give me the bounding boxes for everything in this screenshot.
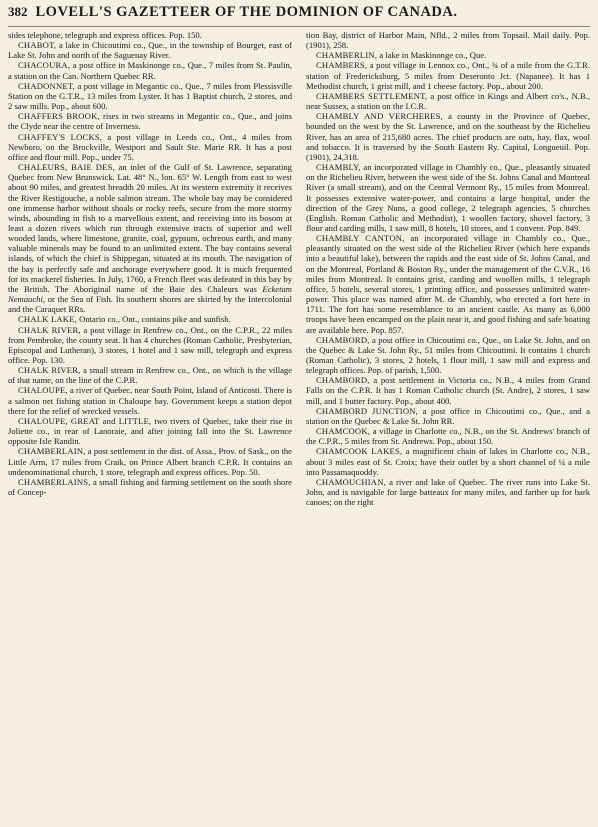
gazetteer-entry <box>8 385 292 415</box>
entry-headword: CHAMCOOK LAKES, <box>316 446 403 457</box>
entry-text: an incorporated village in Chambly co., Que., pleasantly situated on the Richelieu River, between the west side of the St. Johns Canal and Montreal River (a small stream), and on the Central Vermont Ry., 15 miles from Montreal. It possesses extensive water-power, and contains a large hospital, under the direction of the Grey Nuns, a good college, 2 telegraph agencies, 5 churches (English. Roman Catholic and Methodist), 1 woollen factory, shovel factory, 3 flour and carding mills, 1 saw mill, 8 hotels, 10 stores, and 1 convent. Pop. 849. <box>306 162 590 233</box>
gazetteer-entry <box>306 335 590 376</box>
entry-text: an inlet of the Gulf of St. Lawrence, separating Quebec from New Brunswick. Lat. 48° N., lon. 65° W. Length from east to west about 90 miles, and greatest breadth 20 miles. At its western extremity it receives the River Restigouche, a noble salmon stream. The whole bay may be considered one immense harbor without shoals or rocky reefs, secure from the more stormy winds, abounding in fish to a marvellous extent, and receiving into its bosom at least a dozen rivers which run through extensive tracts of superior and well wooded lands, where limestone, granite, coal, gypsum, ochreous earth, and many valuable minerals may be found to an unlimited extent. The bay contains several islands, of which the chief is Shippegan, situated at its mouth. The navigation of the bay is perfectly safe and anchorage everywhere good. It is much frequented for its mackerel fisheries. In July, 1760, a French fleet was defeated in this bay by the British. The Aboriginal name of the Baie des Chaleurs was <box>8 162 292 294</box>
gazetteer-entry <box>306 30 590 50</box>
entry-text: a post village in Renfrew co., Ont., on the C.P.R., 22 miles from Pembroke, the county seat. It has 4 churches (Roman Catholic, Presbyterian, Episcopal and Lutheran), 3 stores, 1 hotel and 1 saw mill, telegraph and express office. Pop. 130. <box>8 324 293 365</box>
entry-headword: CHABOT, <box>18 40 57 51</box>
entry-headword: CHALK RIVER, <box>18 365 81 376</box>
gazetteer-entry <box>306 406 590 426</box>
entry-text: a post office in Maskinonge co., Que., 7 miles from St. Paulin, a station on the Can. Northern Quebec RR. <box>8 60 292 81</box>
page-number: 382 <box>8 4 28 19</box>
entry-headword: CHALOUPE, <box>18 385 68 396</box>
text-columns <box>8 30 590 824</box>
entry-headword: CHAMBORD, <box>316 334 370 345</box>
entry-headword: CHAMBERLAIN, <box>18 446 86 457</box>
entry-headword: CHAMBERS, <box>316 60 368 71</box>
entry-text: a post office in Chicoutimi co., Que., and a station on the Quebec & Lake St. John RR. <box>306 405 590 426</box>
entry-headword: CHAMBERLIN, <box>316 50 378 61</box>
entry-headword: CHAMBERS SETTLEMENT, <box>316 90 428 101</box>
gazetteer-entry <box>306 233 590 335</box>
gazetteer-entry <box>306 60 590 90</box>
entry-text: a post office in Chicoutimi co., Que., on Lake St. John, and on the Quebec & Lake St. John Ry., 51 miles from Chicoutimi. It contains 1 church (Roman Catholic), 3 stores, 2 hotels, 1 flour mill, 1 saw mill and express and telegraph offices. Pop. of parish, 1,500. <box>306 334 590 376</box>
entry-text: two rivers of Quebec, take their rise in Joliette co., in rear of Lanoraie, and after joining fall into the St. Lawrence opposite Isle Randin. <box>8 415 293 447</box>
entry-text: sides telephone, telegraph and express offices. Pop. 150. <box>8 30 202 40</box>
entry-headword: CHAMBERLAINS, <box>18 476 91 487</box>
gazetteer-entry <box>8 446 292 476</box>
gazetteer-entry <box>8 477 292 497</box>
entry-text: a post settlement in the dist. of Assa., Prov. of Sask., on the Little Arm, 17 miles from Craik, on Prince Albert branch C.P.R. It contains an undenominational church, 1 store, telegraph and express offices. Pop. 50. <box>8 446 292 477</box>
gazetteer-entry <box>306 375 590 405</box>
gazetteer-entry <box>306 446 590 476</box>
entry-italic-text: Ecketam Nemauchi, <box>8 283 292 305</box>
gazetteer-entry <box>8 314 292 324</box>
entry-headword: CHAFFERS BROOK, <box>18 111 100 122</box>
entry-text: Ontario co., Ont., contains pike and sunfish. <box>77 314 231 325</box>
gazetteer-entry <box>8 132 292 162</box>
entry-text: a post village in Megantic co., Que., 7 miles from Plessisville Station on the G.T.R., 13 miles from Lyster. It has 1 Baptist church, 2 stores, and 2 saw mills. Pop., about 600. <box>8 80 292 112</box>
entry-text: rises in two streams in Megantic co., Que., and joins the Clyde near the centre of Inverness. <box>8 111 292 132</box>
entry-headword: CHAMBLY AND VERCHERES, <box>316 111 443 122</box>
gazetteer-entry <box>306 477 590 507</box>
entry-text: a river and lake of Quebec. The river runs into Lake St. John, and is navigable for large batteaux for many miles, and farther up for bark canoes; on the right <box>306 476 590 508</box>
entry-headword: CHAFFEY'S LOCKS, <box>18 131 103 142</box>
entry-text: a post village in Leeds co., Ont., 4 miles from Newboro, on the Brockville, Westport and Sault Ste. Marie RR. It has a post office and flour mill. Pop., under 75. <box>8 131 292 162</box>
entry-text: a magnificent chain of lakes in Charlotte co., N.B., about 3 miles east of St. Croix; have their outlet by a short channel of ¼ a mile into Passamaquoddy. <box>306 446 590 477</box>
gazetteer-entry <box>8 30 292 40</box>
entry-text: an incorporated village in Chambly co., Que., pleasantly situated on the west side of the Richelieu River (which here expands into a beautiful lake), between the rapids and the east side of St. Johns Canal, and on the Montreal, Portland & Boston Ry., under the management of the C.V.R., 16 miles from Montreal. It contains grist, carding and woollen mills, 1 telegraph office, 5 hotels, several stores, 1 printing office, and possesses unlimited water-power. This place was named after M. de Chambly, who erected a fort here in 1711. The fort has some resemblance to an ancient castle. As many as 6,000 troops have been encamped on the plain near it, and good fishing and safe boating are available here. Pop. 857. <box>306 233 590 335</box>
gazetteer-entry <box>306 162 590 233</box>
entry-headword: CHAMCOOK, <box>316 426 371 437</box>
gazetteer-entry <box>8 416 292 446</box>
page-header <box>8 4 590 27</box>
gazetteer-entry <box>306 111 590 162</box>
entry-headword: CHACOURA, <box>18 60 71 71</box>
gazetteer-entry <box>8 40 292 60</box>
entry-headword: CHALEURS, BAIE DES, <box>18 162 115 173</box>
gazetteer-entry <box>8 81 292 111</box>
entry-text: a post village in Lennox co., Ont., ¾ of a mile from the G.T.R. station of Fredericksburg, 5 miles from Deseronto Jct. (Napanee). It has 1 Methodist church, 1 grist mill, and 1 cheese factory. Pop., about 200. <box>306 60 590 91</box>
entry-headword: CHALK LAKE, <box>18 314 78 325</box>
entry-text: tion Bay, district of Harbor Main, Nfld., 2 miles from Topsail. Mail daily. Pop. (1901), 258. <box>306 30 590 51</box>
gazetteer-entry <box>8 60 292 80</box>
entry-headword: CHADONNET, <box>18 80 75 91</box>
gazetteer-entry <box>306 426 590 446</box>
entry-headword: CHAMBLY CANTON, <box>316 233 405 244</box>
entry-headword: CHAMBORD, <box>316 375 370 386</box>
entry-headword: CHAMBLY, <box>316 162 361 173</box>
entry-text: a small fishing and farming settlement on the south shore of Concep- <box>8 476 292 498</box>
entry-text: a post office in Kings and Albert co's., N.B., near Sussex, a station on the I.C.R. <box>306 90 590 112</box>
gazetteer-entry <box>8 162 292 314</box>
entry-headword: CHALK RIVER, <box>18 324 81 335</box>
gazetteer-entry <box>306 50 590 60</box>
entry-headword: CHAMBORD JUNCTION, <box>316 405 419 416</box>
gazetteer-entry <box>8 325 292 366</box>
gazetteer-entry <box>8 365 292 385</box>
running-title: LOVELL'S GAZETTEER OF THE DOMINION OF CANADA. <box>35 4 458 20</box>
entry-text: a village in Charlotte co., N.B., on the St. Andrews' branch of the C.P.R., 5 miles from St. Andrews. Pop., about 150. <box>306 426 590 447</box>
entry-text: a small stream in Renfrew co., Ont., on which is the village of that name, on the line of the C.P.R. <box>8 365 293 386</box>
gazetteer-entry <box>306 91 590 111</box>
gazetteer-entry <box>8 111 292 131</box>
entry-text: a lake in Chicoutimi co., Que., in the township of Bourget, east of Lake St. John and north of the Saguenay River. <box>8 40 292 61</box>
right-column <box>306 30 590 824</box>
entry-headword: CHALOUPE, GREAT and LITTLE, <box>18 415 152 426</box>
entry-text: a post settlement in Victoria co., N.B., 4 miles from Grand Falls on the C.P.R. It has 1 Roman Catholic church (St. Andre), 2 stores, 1 saw mill, and 1 butter factory. Pop., about 400. <box>306 375 590 406</box>
entry-text: a county in the Province of Quebec, bounded on the west by the St. Lawrence, and on the southeast by the Richelieu River, has an area of 215,680 acres. The chief products are oats, hay, flax, wool and tobacco. It is traversed by the South Eastern Ry. Capital, Longueuil. Pop. (1901), 24,318. <box>306 111 590 162</box>
entry-headword: CHAMOUCHIAN, <box>316 476 386 487</box>
entry-text: a river of Quebec, near South Point, Island of Anticosti. There is a salmon net fishing station in Chaloupe bay. Government keeps a station depot there for the relief of wrecked vessels. <box>8 385 292 416</box>
left-column <box>8 30 292 824</box>
entry-text-continued: or the Sea of Fish. Its southern shores are skirted by the Intercolonial and the Caraquet RRs. <box>8 294 292 315</box>
entry-text: a lake in Maskinonge co., Que. <box>377 50 487 61</box>
